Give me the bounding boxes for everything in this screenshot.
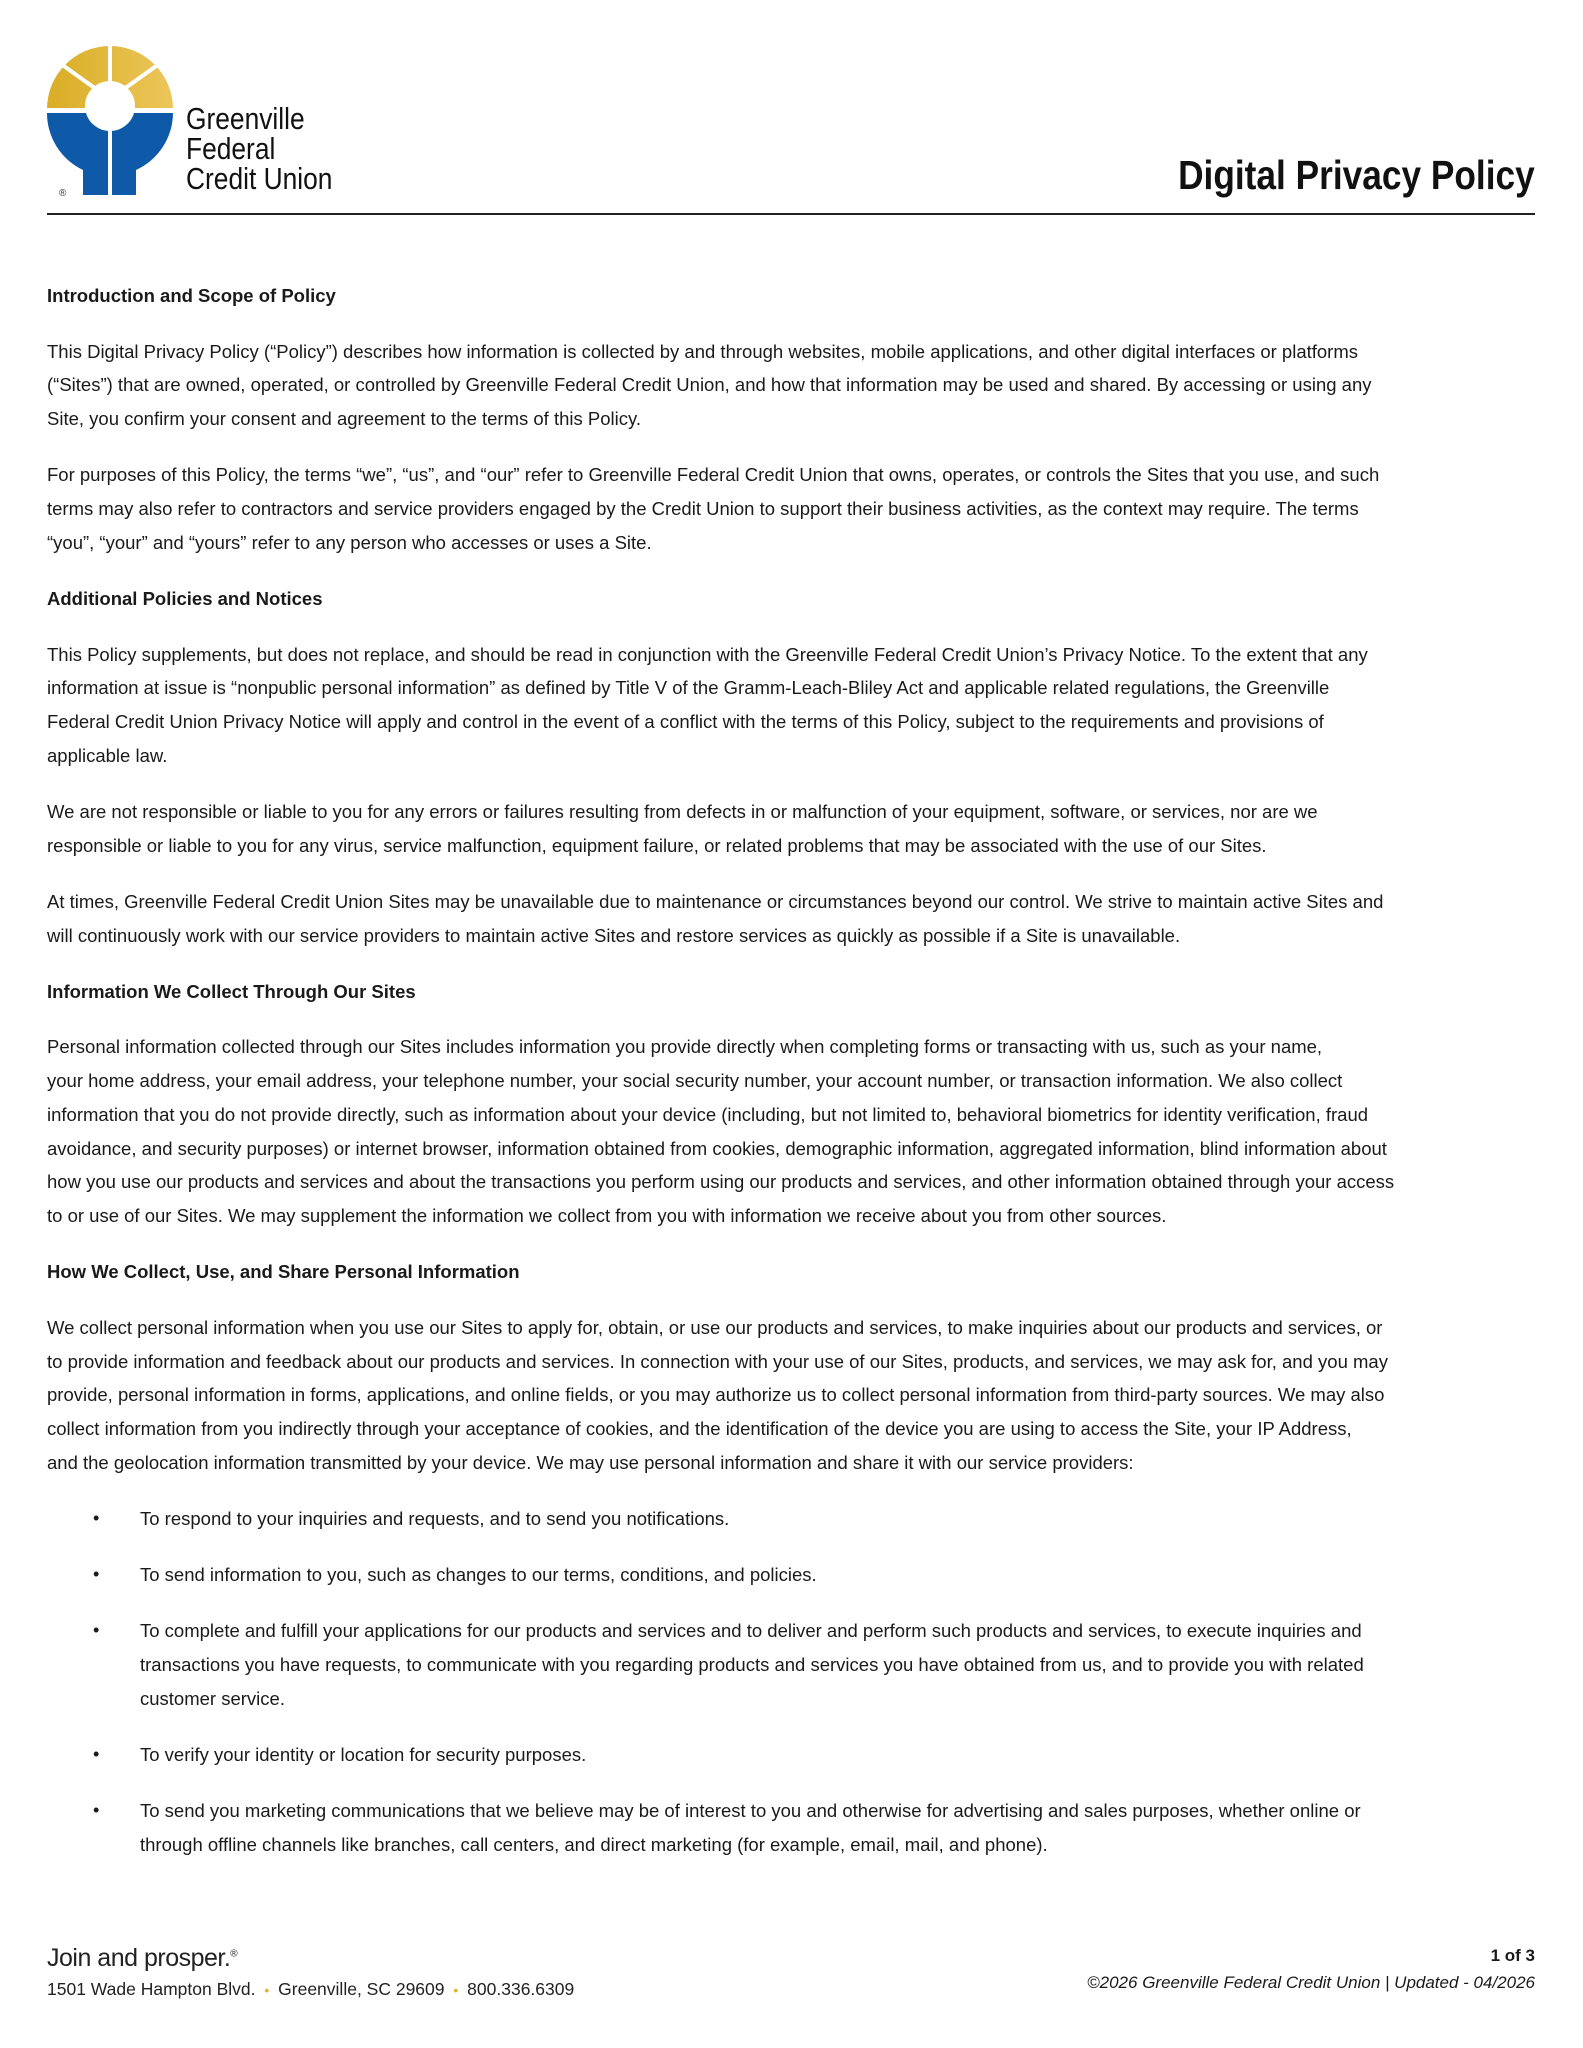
- bullet-icon: •: [93, 1743, 100, 1764]
- text-line: transactions you have requests, to communicate with you regarding products and services you have obtained from us, and to provide you with related: [140, 1654, 1364, 1675]
- footer-right: [1087, 1946, 1535, 1993]
- text-line: To send information to you, such as changes to our terms, conditions, and policies.: [140, 1564, 817, 1586]
- text-line: We collect personal information when you use our Sites to apply for, obtain, or use our products and services, to make inquiries about our products and services, or: [47, 1316, 1383, 1338]
- text-line: will continuously work with our service providers to maintain active Sites and restore services as quickly as possible if a Site is unavailable.: [47, 924, 1181, 946]
- logo: [47, 44, 182, 204]
- list-item: [47, 1502, 1547, 1536]
- bullet-icon: •: [93, 1507, 100, 1528]
- text-line: Personal information collected through our Sites includes information you provide directly when completing forms or transacting with us, such as your name,: [47, 1036, 1323, 1058]
- paragraph: [47, 795, 1547, 862]
- text-line: “you”, “your” and “yours” refer to any person who accesses or uses a Site.: [47, 531, 652, 553]
- text-line: This Digital Privacy Policy (“Policy”) describes how information is collected by and through websites, mobile applications, and other digital interfaces or platforms: [47, 340, 1358, 362]
- text-line: To send you marketing communications that we believe may be of interest to you and otherwise for advertising and sales purposes, whether online or: [140, 1800, 1361, 1822]
- list-item: [47, 1614, 1547, 1715]
- section-heading: Information We Collect Through Our Sites: [47, 980, 416, 1002]
- paragraph: [47, 885, 1547, 952]
- bullet-icon: •: [93, 1620, 100, 1641]
- text-line: how you use our products and services and about the transactions you perform using our products and services, and other information obtained through your access: [47, 1171, 1395, 1193]
- separator-dot: •: [453, 1982, 459, 1998]
- text-line: To respond to your inquiries and requests, and to send you notifications.: [140, 1507, 730, 1529]
- text-line: terms may also refer to contractors and service providers engaged by the Credit Union to support their business activities, as the context may require. The terms: [47, 498, 1359, 520]
- paragraph: [47, 1311, 1547, 1480]
- logo-line: Credit Union: [186, 161, 333, 196]
- text-line: For purposes of this Policy, the terms “we”, “us”, and “our” refer to Greenville Federal Credit Union that owns, operates, or controls the Sites that you use, and such: [47, 464, 1380, 486]
- copyright: ©2026 Greenville Federal Credit Union | Updated - 04/2026: [1087, 1973, 1535, 1992]
- logo-line: Federal: [186, 131, 276, 166]
- text-line: to provide information and feedback about our products and services. In connection with your use of our Sites, products, and services, we may ask for, and you may: [47, 1350, 1388, 1372]
- phone: 800.336.6309: [467, 1979, 575, 1999]
- tagline-text: Join and prosper.: [47, 1944, 231, 1972]
- text-line: avoidance, and security purposes) or internet browser, information obtained from cookies, demographic information, aggregated information, blind information about: [47, 1137, 1387, 1159]
- text-line: We are not responsible or liable to you for any errors or failures resulting from defects in or malfunction of your equipment, software, or services, nor are we: [47, 800, 1318, 822]
- city: Greenville, SC 29609: [278, 1979, 445, 1999]
- text-line: collect information from you indirectly through your acceptance of cookies, and the identification of the device you are using to access the Site, your IP Address,: [47, 1417, 1352, 1439]
- paragraph: [47, 638, 1547, 773]
- list-item: [47, 1558, 1547, 1592]
- text-line: information that you do not provide directly, such as information about your device (including, but not limited to, behavioral biometrics for identity verification, fraud: [47, 1103, 1369, 1125]
- text-line: your home address, your email address, your telephone number, your social security number, your account number, or transaction information. We also collect: [47, 1070, 1343, 1092]
- logo-line: Greenville: [186, 101, 305, 136]
- logo-mark-icon: [47, 44, 182, 199]
- paragraph: [47, 335, 1547, 436]
- section-heading: Additional Policies and Notices: [47, 587, 323, 609]
- registered-mark: ®: [230, 1948, 238, 1960]
- document-body: [47, 279, 1547, 1884]
- bullet-icon: •: [93, 1800, 100, 1821]
- list-item: [47, 1794, 1547, 1861]
- text-line: provide, personal information in forms, applications, and online fields, or you may authorize us to collect personal information from third-party sources. We may also: [47, 1384, 1385, 1406]
- page-number: 1 of 3: [1490, 1946, 1535, 1965]
- text-line: through offline channels like branches, call centers, and direct marketing (for example, email, mail, and phone).: [140, 1833, 1048, 1855]
- text-line: and the geolocation information transmitted by your device. We may use personal information and share it with our service providers:: [47, 1451, 1134, 1473]
- tagline: [47, 1944, 574, 1973]
- paragraph: [47, 1030, 1547, 1232]
- paragraph: [47, 458, 1547, 559]
- bullet-list: [47, 1502, 1547, 1862]
- text-line: To complete and fulfill your applications for our products and services and to deliver and perform such products and services, to execute inquiries and: [140, 1620, 1362, 1642]
- section-heading: How We Collect, Use, and Share Personal Information: [47, 1261, 520, 1283]
- section-heading: Introduction and Scope of Policy: [47, 285, 336, 306]
- text-line: (“Sites”) that are owned, operated, or controlled by Greenville Federal Credit Union, and how that information may be used and shared. By accessing or using any: [47, 374, 1372, 396]
- text-line: responsible or liable to you for any virus, service malfunction, equipment failure, or related problems that may be associated with the use of our Sites.: [47, 834, 1267, 856]
- text-line: At times, Greenville Federal Credit Union Sites may be unavailable due to maintenance or circumstances beyond our control. We strive to maintain active Sites and: [47, 890, 1384, 912]
- text-line: information at issue is “nonpublic personal information” as defined by Title V of the Gramm-Leach-Bliley Act and applicable related regulations, the Greenville: [47, 677, 1330, 699]
- footer-address: [47, 1979, 574, 2000]
- separator-dot: •: [264, 1982, 270, 1998]
- page-title: Digital Privacy Policy: [1178, 152, 1535, 198]
- svg-text:®: ®: [59, 188, 67, 199]
- list-item: [47, 1738, 1547, 1772]
- text-line: Site, you confirm your consent and agreement to the terms of this Policy.: [47, 408, 641, 430]
- text-line: to or use of our Sites. We may supplement the information we collect from you with information we receive about you from other sources.: [47, 1204, 1167, 1226]
- text-line: Federal Credit Union Privacy Notice will apply and control in the event of a conflict with the terms of this Policy, subject to the requirements and provisions of: [47, 711, 1324, 733]
- header-divider: [47, 213, 1535, 215]
- footer-left: [47, 1944, 574, 2000]
- bullet-icon: •: [93, 1564, 100, 1585]
- text-line: customer service.: [140, 1687, 285, 1709]
- text-line: applicable law.: [47, 744, 168, 766]
- text-line: This Policy supplements, but does not replace, and should be read in conjunction with the Greenville Federal Credit Union’s Privacy Notice. To the extent that any: [47, 643, 1368, 665]
- logo-wordmark: [186, 101, 333, 196]
- street-address: 1501 Wade Hampton Blvd.: [47, 1979, 256, 1999]
- text-line: To verify your identity or location for security purposes.: [140, 1743, 587, 1765]
